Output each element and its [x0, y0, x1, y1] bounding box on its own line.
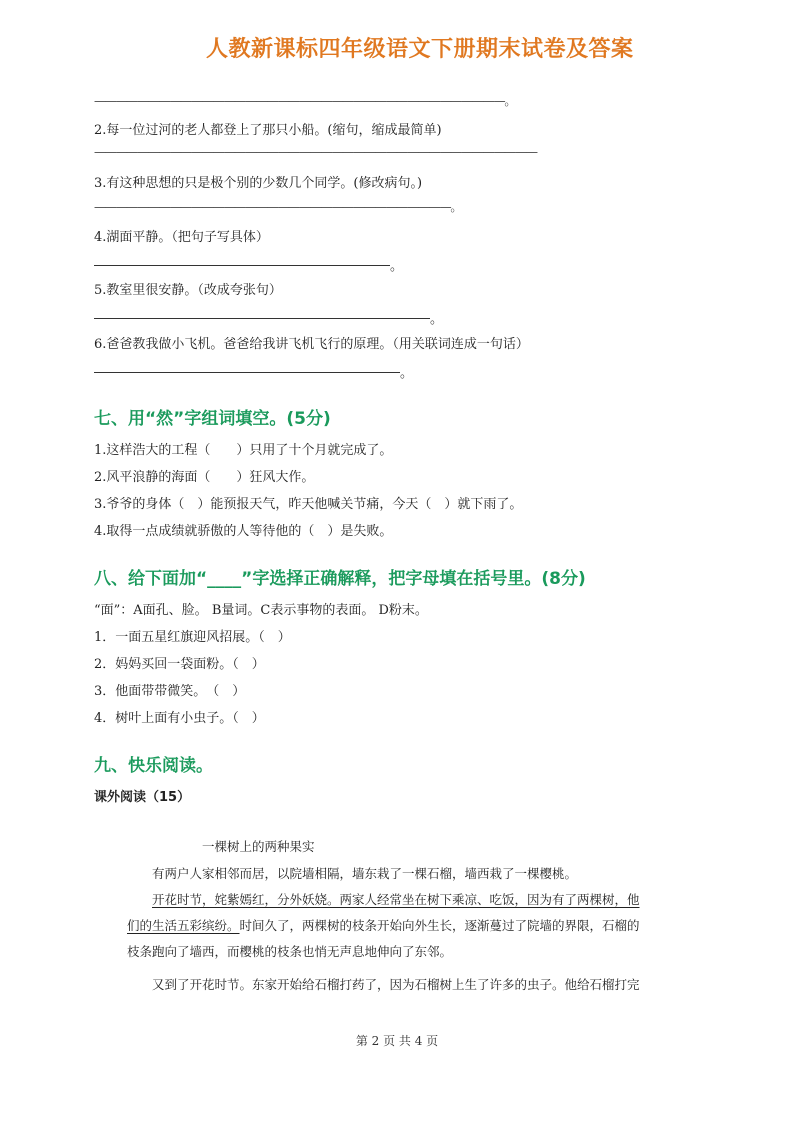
answer-line-1: ——————————————————————————————————————。	[94, 94, 516, 108]
section-8-heading: 八、给下面加“____”字选择正确解释，把字母填在括号里。(8分)	[94, 569, 586, 589]
story-title: 一棵树上的两种果实	[202, 839, 315, 854]
answer-rule-6-end: 。	[400, 366, 414, 381]
answer-rule-4	[94, 265, 390, 266]
section-7-item-1: 1.这样浩大的工程（ ）只用了十个月就完成了。	[94, 443, 393, 458]
section-9-heading: 九、快乐阅读。	[94, 756, 213, 776]
section-8-definitions: “面”：A面孔、脸。 B量词。C表示事物的表面。 D粉末。	[94, 603, 428, 618]
answer-rule-6	[94, 372, 400, 373]
answer-line-3-end: 。	[450, 200, 462, 214]
answer-line-2: —————————————————————————————————————————	[94, 145, 537, 159]
question-6-3: 3.有这种思想的只是极个别的少数几个同学。(修改病句。)	[94, 176, 423, 191]
section-7-item-2: 2.风平浪静的海面（ ）狂风大作。	[94, 470, 315, 485]
reading-subheading: 课外阅读（15）	[94, 790, 191, 805]
story-paragraph-3: 又到了开花时节。东家开始给石榴打药了，因为石榴树上生了许多的虫子。他给石榴打完	[152, 977, 640, 992]
story-paragraph-1: 有两户人家相邻而居，以院墙相隔，墙东栽了一棵石榴，墙西栽了一棵樱桃。	[152, 866, 578, 881]
story-paragraph-2-rest: 时间久了，两棵树的枝条开始向外生长，逐渐蔓过了院墙的界限，石榴的	[239, 918, 640, 933]
section-8-item-3: 3．他面带带微笑。 （ ）	[94, 684, 246, 699]
story-paragraph-2-line-2	[127, 916, 640, 934]
question-6-5: 5.教室里很安静。（改成夸张句）	[94, 283, 282, 298]
document-title: 人教新课标四年级语文下册期末试卷及答案	[206, 37, 634, 62]
question-6-4: 4.湖面平静。（把句子写具体）	[94, 230, 269, 245]
section-7-item-4: 4.取得一点成绩就骄傲的人等待他的（ ）是失败。	[94, 524, 393, 539]
page-footer: 第 2 页 共 4 页	[355, 1034, 439, 1048]
story-paragraph-2-line-3: 枝条跑向了墙西，而樱桃的枝条也悄无声息地伸向了东邻。	[127, 944, 453, 959]
answer-rule-5	[94, 318, 430, 319]
section-8-item-2: 2．妈妈买回一袋面粉。（ ）	[94, 657, 265, 672]
section-7-item-3: 3.爷爷的身体（ ）能预报天气，昨天他喊关节痛，今天（ ）就下雨了。	[94, 497, 523, 512]
section-8-item-1: 1．一面五星红旗迎风招展。（ ）	[94, 630, 291, 645]
answer-rule-5-end: 。	[430, 312, 444, 327]
answer-line-3: —————————————————————————————————。	[94, 200, 462, 214]
section-7-heading: 七、用“然”字组词填空。(5分)	[94, 409, 331, 429]
story-paragraph-2-line-1: 开花时节，姹紫嫣红，分外妖娆。两家人经常坐在树下乘凉、吃饭，因为有了两棵树，他	[152, 892, 640, 907]
answer-line-1-end: 。	[504, 94, 516, 108]
section-8-item-4: 4．树叶上面有小虫子。（ ）	[94, 711, 265, 726]
question-6-6: 6.爸爸教我做小飞机。爸爸给我讲飞机飞行的原理。（用关联词连成一句话）	[94, 337, 529, 352]
story-underlined-phrase: 们的生活五彩缤纷。	[127, 918, 240, 933]
answer-rule-4-end: 。	[390, 259, 404, 274]
question-6-2: 2.每一位过河的老人都登上了那只小船。(缩句，缩成最简单)	[94, 123, 442, 138]
